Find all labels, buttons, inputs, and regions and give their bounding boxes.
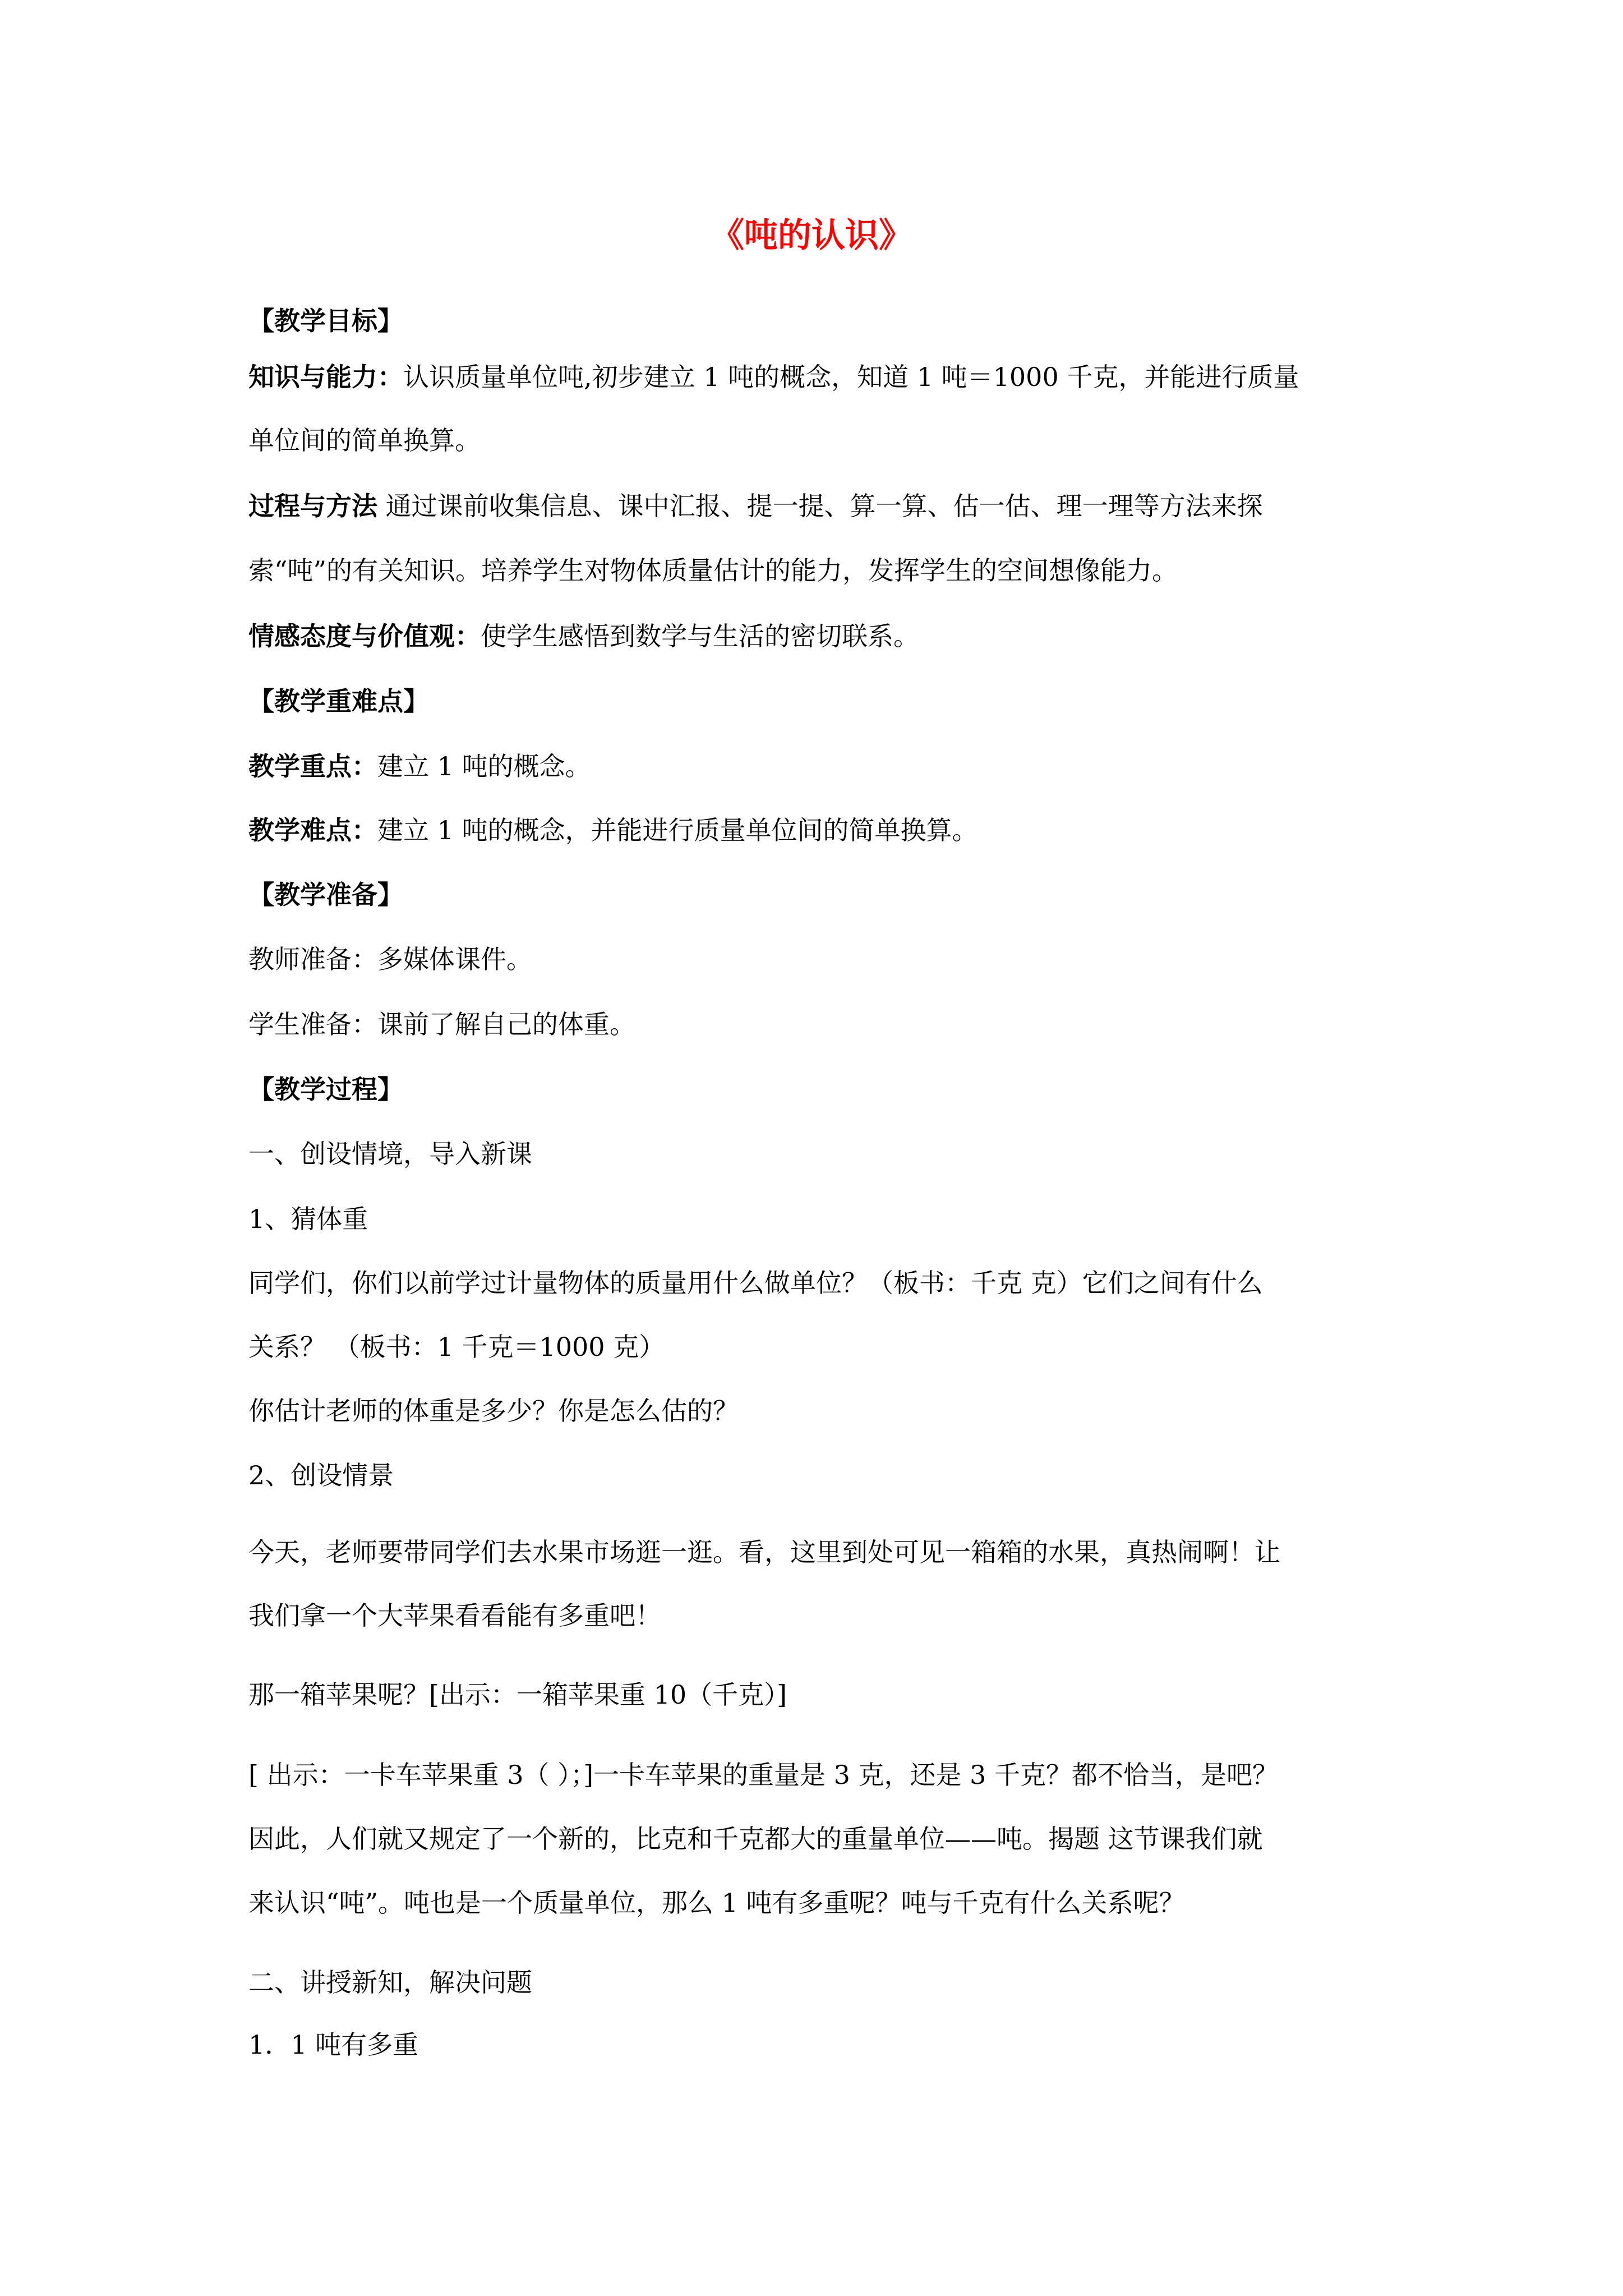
text-line: 因此，人们就又规定了一个新的，比克和千克都大的重量单位——吨。揭题 这节课我们就 (248, 1824, 1263, 1854)
text-line: 2、创设情景 (248, 1460, 394, 1490)
text-line: 那一箱苹果呢？[出示：一箱苹果重 10（千克）] (248, 1680, 787, 1710)
text-knowledge-ability: 认识质量单位吨,初步建立 1 吨的概念，知道 1 吨＝1000 千克，并能进行质量 (403, 362, 1299, 392)
text-line: 1、猜体重 (248, 1204, 368, 1234)
paragraph-knowledge-ability (248, 355, 1387, 399)
section-heading-preparation: 【教学准备】 (248, 880, 403, 910)
paragraph-difficult-point (248, 808, 1387, 853)
text-line: 一、创设情境，导入新课 (248, 1139, 532, 1169)
section-heading-process: 【教学过程】 (248, 1074, 403, 1105)
label-difficult-point: 教学难点： (248, 815, 377, 845)
text-line: [ 出示：一卡车苹果重 3（ ）；]一卡车苹果的重量是 3 克，还是 3 千克？都不恰当，是吧？ (248, 1760, 1279, 1790)
text-line: 同学们，你们以前学过计量物体的质量用什么做单位？（板书：千克 克）它们之间有什么 (248, 1268, 1263, 1298)
paragraph-process-method (248, 484, 1387, 528)
document-title: 《吨的认识》 (711, 216, 912, 255)
label-process-method: 过程与方法 (248, 491, 377, 521)
text-line: 学生准备：课前了解自己的体重。 (248, 1009, 635, 1039)
text-line: 来认识“吨”。吨也是一个质量单位，那么 1 吨有多重呢？吨与千克有什么关系呢？ (248, 1888, 1185, 1918)
text-line: 1．1 吨有多重 (248, 2030, 419, 2060)
text-line: 我们拿一个大苹果看看能有多重吧！ (248, 1600, 661, 1631)
text-emotion-values: 使学生感悟到数学与生活的密切联系。 (481, 621, 919, 651)
label-emotion-values: 情感态度与价值观： (248, 621, 481, 651)
text-line: 单位间的简单换算。 (248, 425, 481, 455)
text-line: 今天，老师要带同学们去水果市场逛一逛。看，这里到处可见一箱箱的水果，真热闹啊！让 (248, 1537, 1280, 1567)
section-heading-objectives: 【教学目标】 (248, 306, 403, 336)
text-key-point: 建立 1 吨的概念。 (377, 751, 591, 781)
label-knowledge-ability: 知识与能力： (248, 362, 403, 392)
label-key-point: 教学重点： (248, 751, 377, 781)
text-line: 关系？ （板书：1 千克＝1000 克） (248, 1332, 665, 1362)
paragraph-key-point (248, 744, 1387, 789)
text-line: 你估计老师的体重是多少？你是怎么估的？ (248, 1396, 739, 1426)
text-line: 二、讲授新知，解决问题 (248, 1967, 532, 1998)
section-heading-key-points: 【教学重难点】 (248, 686, 429, 716)
paragraph-emotion-values (248, 614, 1387, 659)
text-difficult-point: 建立 1 吨的概念，并能进行质量单位间的简单换算。 (377, 815, 978, 845)
text-process-method: 通过课前收集信息、课中汇报、提一提、算一算、估一估、理一理等方法来探 (377, 491, 1263, 521)
text-line: 教师准备：多媒体课件。 (248, 944, 532, 974)
text-line: 索“吨”的有关知识。培养学生对物体质量估计的能力，发挥学生的空间想像能力。 (248, 555, 1178, 586)
